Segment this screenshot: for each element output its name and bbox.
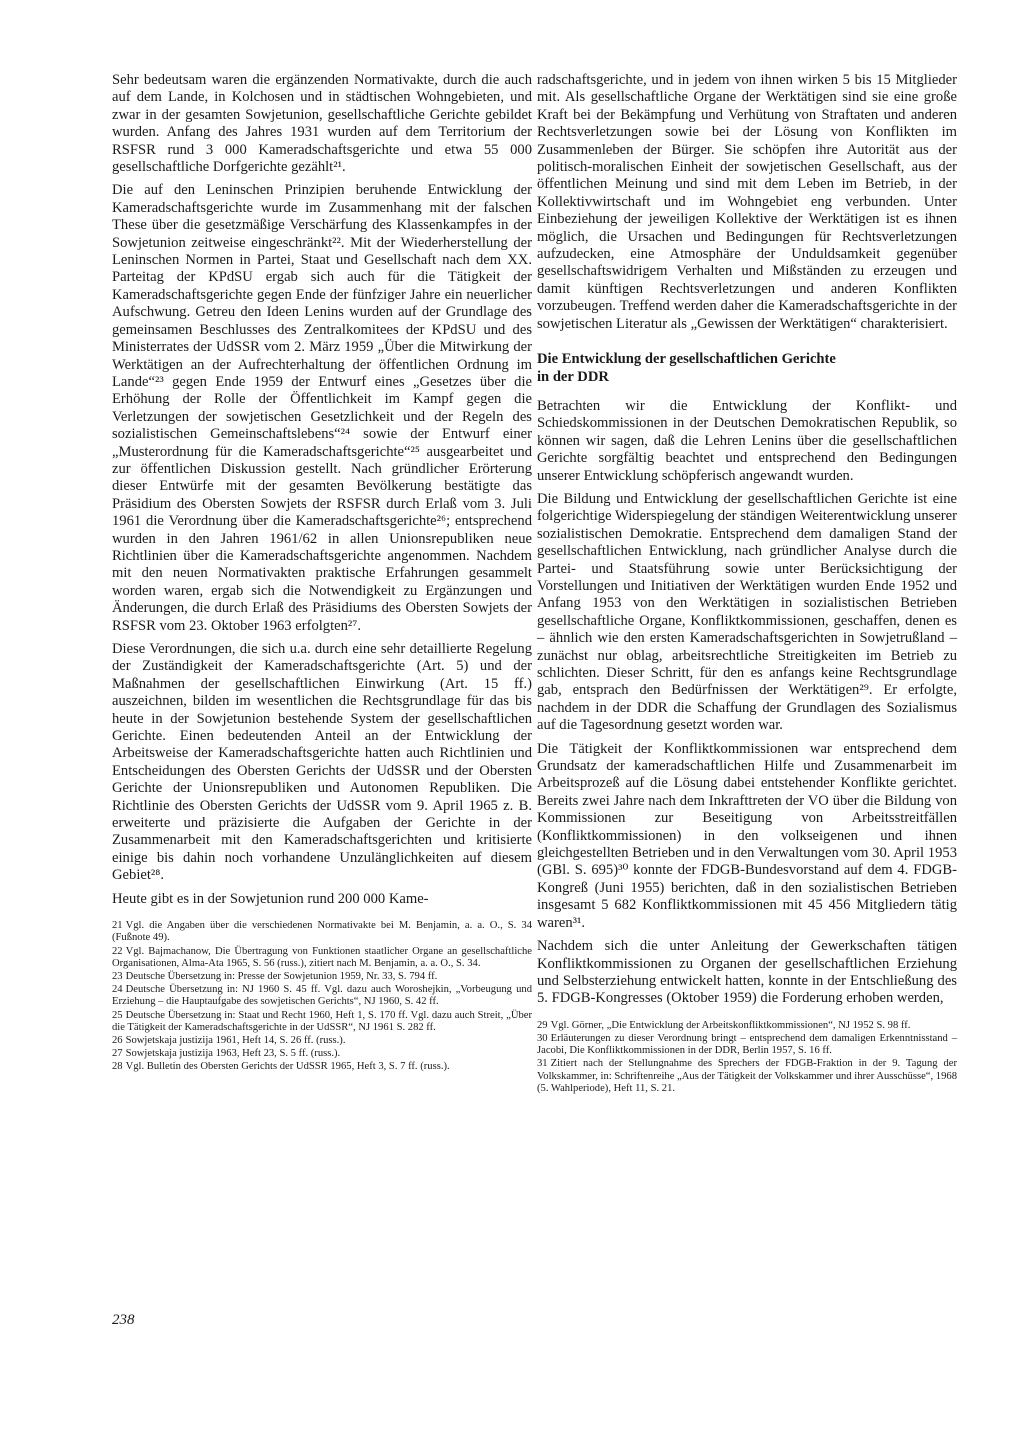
footnotes-left xyxy=(112,920,532,1073)
footnote-number: 28 xyxy=(112,1061,123,1073)
footnote-number: 24 xyxy=(112,984,123,996)
footnote xyxy=(112,971,532,983)
body-paragraph: Die auf den Leninschen Prinzipien beruhende Entwicklung der Kameradschaftsgerichte wurde im Zusammenhang mit der falschen These über die gesetzmäßige Verschärfung des Klassenkampfes in der Sowjetunion zeitweise eingeschränkt²². Mit der Wiederherstellung der Leninschen Normen in Partei, Staat und Gesellschaft nach dem XX. Parteitag der KPdSU ergab sich auch für die Tätigkeit der Kameradschaftsgerichte gegen Ende der fünfziger Jahre ein neuerlicher Aufschwung. Getreu den Ideen Lenins wurden auf der Grundlage des gemeinsamen Beschlusses des Zentralkomitees der KPdSU und des Ministerrates der UdSSR vom 2. März 1959 „Über die Mitwirkung der Werktätigen an der Aufrechterhaltung der öffentlichen Ordnung im Lande“²³ gegen Ende 1959 der Entwurf eines „Gesetzes über die Erhöhung der Rolle der Öffentlichkeit im Kampf gegen die Verletzungen der sowjetischen Gesetzlichkeit und der Regeln des sozialistischen Gemeinschaftslebens“²⁴ sowie der Entwurf einer „Musterordnung für die Kameradschaftsgerichte“²⁵ ausgearbeitet und zur öffentlichen Diskussion gestellt. Nach gründlicher Erörterung dieser Entwürfe mit der gesamten Bevölkerung bestätigte das Präsidium des Obersten Sowjets der RSFSR durch Erlaß vom 3. Juli 1961 die Verordnung über die Kameradschaftsgerichte²⁶; entsprechend wurden in den Jahren 1961/62 in allen Unionsrepubliken neue Richtlinien über die Kameradschaftsgerichte angenommen. Nachdem mit den neuen Normativakten praktische Erfahrungen gesammelt worden waren, ergab sich die Notwendigkeit zu Ergänzungen und Änderungen, die durch Erlaß des Präsidiums des Obersten Sowjets der RSFSR vom 23. Oktober 1963 erfolgten²⁷. xyxy=(112,182,532,634)
footnote-number: 21 xyxy=(112,920,123,932)
body-paragraph: Betrachten wir die Entwicklung der Konflikt- und Schiedskommissionen in der Deutschen Demokratischen Republik, so können wir sagen, daß die Lehren Lenins über die gesellschaftlichen Gerichte sorgfältig beachtet und entsprechend den Bedingungen unserer Entwicklung schöpferisch angewandt wurden. xyxy=(537,397,957,484)
body-paragraph: Heute gibt es in der Sowjetunion rund 200 000 Kame- xyxy=(112,890,429,907)
body-paragraph: Sehr bedeutsam waren die ergänzenden Normativakte, durch die auch auf dem Lande, in Kolchosen und in städtischen Wohngebieten, und zwar in der gesamten Sowjetunion, gesellschaftliche Gerichte gebildet wurden. Anfang des Jahres 1931 wurden auf dem Territorium der RSFSR rund 3 000 Kameradschaftsgerichte und etwa 55 000 gesellschaftliche Dorfgerichte gezählt²¹. xyxy=(112,72,532,176)
body-paragraph: Diese Verordnungen, die sich u.a. durch eine sehr detaillierte Regelung der Zuständigkeit der Kameradschaftsgerichte (Art. 5) und der Maßnahmen der gesellschaftlichen Einwirkung (Art. 15 ff.) auszeichnen, bilden im wesentlichen die Rechtsgrundlage für das bis heute in der Sowjetunion bestehende System der gesellschaftlichen Gerichte. Einen bedeutenden Anteil an der Entwicklung der Arbeitsweise der Kameradschaftsgerichte hatten auch Richtlinien und Entscheidungen des Obersten Gerichts der UdSSR und der Obersten Gerichte der Unionsrepubliken und Autonomen Republiken. Die Richtlinie des Obersten Gerichts der UdSSR vom 9. April 1965 z. B. erweiterte und präzisierte die Aufgaben der Gerichte in der Zusammenarbeit mit den Kameradschaftsgerichten und kritisierte einige bis dahin noch vorhandene Unzulänglichkeiten auf diesem Gebiet²⁸. xyxy=(112,641,532,884)
left-column xyxy=(112,72,532,1075)
page-number: 238 xyxy=(112,1312,135,1328)
footnote-number: 23 xyxy=(112,970,123,982)
footnote-text: Erläuterungen zu dieser Verordnung bringt – entsprechend dem damaligen Erkenntnisstand – Jacobi, Die Konfliktkommissionen in der DDR, Berlin 1957, S. 16 ff. xyxy=(537,1032,957,1057)
footnote xyxy=(112,1048,532,1060)
footnote xyxy=(112,1035,532,1047)
footnote-text: Vgl. Bajmachanow, Die Übertragung von Funktionen staatlicher Organe an gesellschaftliche Organisationen, Alma-Ata 1965, S. 56 (russ.), zitiert nach M. Benjamin, a. a. O., S. 34. xyxy=(112,945,532,969)
body-paragraph: Nachdem sich die unter Anleitung der Gewerkschaften tätigen Konfliktkommissionen zu Organen der gesellschaftlichen Erziehung und Selbsterziehung entwickelt hatten, konnte in der Entschließung des 5. FDGB-Kongresses (Oktober 1959) die Forderung erhoben werden, xyxy=(537,938,957,1007)
footnote xyxy=(112,984,532,1008)
footnote-number: 27 xyxy=(112,1048,123,1060)
body-paragraph: radschaftsgerichte, und in jedem von ihnen wirken 5 bis 15 Mitglieder mit. Als gesellschaftliche Organe der Werktätigen sind sie eine große Kraft bei der Bekämpfung und Verhütung von Straftaten und anderen Rechtsverletzungen sowie bei der Lösung von Konflikten im Zusammenleben der Bürger. Sie schöpfen ihre Autorität aus der politisch-moralischen Einheit der sowjetischen Gesellschaft, aus der öffentlichen Meinung und sind mit dem Leben im Betrieb, in der Kollektivwirtschaft und im Wohngebiet eng verbunden. Unter Einbeziehung der jeweiligen Kollektive der Werktätigen ist es ihnen möglich, die Ursachen und Bedingungen für Rechtsverletzungen aufzudecken, eine Atmosphäre der Unduldsamkeit gegenüber gesellschaftswidrigem Verhalten und Mißständen zu erzeugen und damit künftigen Rechtsverletzungen und anderen Konflikten vorzubeugen. Treffend werden daher die Kameradschaftsgerichte in der sowjetischen Literatur als „Gewissen der Werktätigen“ charakterisiert. xyxy=(537,72,957,332)
footnote xyxy=(112,920,532,944)
footnote-number: 26 xyxy=(112,1034,123,1046)
footnote-text: Deutsche Übersetzung in: Staat und Recht 1960, Heft 1, S. 170 ff. Vgl. dazu auch Streit, „Über die Tätigkeit der Kameradschaftsgerichte in der UdSSR“, NJ 1961 S. 282 ff. xyxy=(112,1009,532,1033)
footnote-text: Vgl. Görner, „Die Entwicklung der Arbeitskonfliktkommissionen“, NJ 1952 S. 98 ff. xyxy=(550,1019,911,1031)
footnote-text: Deutsche Übersetzung in: NJ 1960 S. 45 ff. Vgl. dazu auch Woroshejkin, „Vorbeugung und Erziehung – die Hauptaufgabe des sowjetischen Gerichts“, NJ 1960, S. 42 ff. xyxy=(112,984,532,1008)
section-heading-line: in der DDR xyxy=(537,368,609,385)
right-column xyxy=(537,72,957,1096)
footnote-text: Sowjetskaja justizija 1963, Heft 23, S. 5 ff. (russ.). xyxy=(125,1048,341,1060)
footnote-text: Deutsche Übersetzung in: Presse der Sowjetunion 1959, Nr. 33, S. 794 ff. xyxy=(125,970,438,982)
body-paragraph: Die Bildung und Entwicklung der gesellschaftlichen Gerichte ist eine folgerichtige Widerspiegelung der ständigen Weiterentwicklung unserer sozialistischen Demokratie. Entsprechend dem damaligen Stand der gesellschaftlichen Entwicklung, nach gründlicher Analyse durch die Partei- und Staatsführung sowie unter Berücksichtigung der Vorstellungen und Initiativen der Werktätigen wurden Ende 1952 und Anfang 1953 von den Werktätigen in sozialistischen Betrieben gesellschaftliche Organe, Konfliktkommissionen, geschaffen, denen es – ähnlich wie den ersten Kameradschaftsgerichten in Sowjetrußland – zunächst nur oblag, arbeitsrechtliche Streitigkeiten im Betrieb zu schlichten. Dieser Schritt, für den es anfangs keine Rechtsgrundlage gab, entsprach den Bedürfnissen der Werktätigen²⁹. Er erfolgte, nachdem in der DDR die Schaffung der Grundlagen des Sozialismus auf die Tagesordnung gesetzt worden war. xyxy=(537,490,957,734)
footnote-text: Zitiert nach der Stellungnahme des Sprechers der FDGB-Fraktion in der 9. Tagung der Volkskammer, in: Schriftenreihe „Aus der Tätigkeit der Volkskammer und ihrer Ausschüsse“, 1968 (5. Wahlperiode), Heft 11, S. 21. xyxy=(537,1058,957,1094)
footnote-text: Vgl. Bulletin des Obersten Gerichts der UdSSR 1965, Heft 3, S. 7 ff. (russ.). xyxy=(125,1061,450,1073)
section-heading xyxy=(537,351,957,386)
footnote-number: 29 xyxy=(537,1019,548,1031)
footnote-number: 25 xyxy=(112,1009,123,1021)
footnote-number: 30 xyxy=(537,1032,548,1044)
body-paragraph: Die Tätigkeit der Konfliktkommissionen war entsprechend dem Grundsatz der kameradschaftlichen Hilfe und Zusammenarbeit im Arbeitsprozeß auf die Lösung dabei entstehender Konflikte gerichtet. Bereits zwei Jahre nach dem Inkrafttreten der VO über die Bildung von Kommissionen zur Beseitigung von Arbeitsstreitfällen (Konfliktkommissionen) in den volkseigenen und ihnen gleichgestellten Betrieben und in den Verwaltungen vom 30. April 1953 (GBl. S. 695)³⁰ konnte der FDGB-Bundesvorstand auf dem 4. FDGB-Kongreß (Juni 1955) berichten, daß in den sozialistischen Betrieben insgesamt 5 682 Konfliktkommissionen mit 45 456 Mitgliedern tätig waren³¹. xyxy=(537,740,957,931)
footnote xyxy=(537,1020,957,1032)
footnote xyxy=(112,1010,532,1034)
footnote-number: 31 xyxy=(537,1058,548,1070)
footnote-number: 22 xyxy=(112,945,123,957)
footnotes-right xyxy=(537,1020,957,1095)
footnote xyxy=(112,1061,532,1073)
footnote-text: Vgl. die Angaben über die verschiedenen Normativakte bei M. Benjamin, a. a. O., S. 34 (Fußnote 49). xyxy=(112,920,532,944)
footnote-text: Sowjetskaja justizija 1961, Heft 14, S. 26 ff. (russ.). xyxy=(125,1034,346,1046)
footnote xyxy=(112,946,532,970)
footnote xyxy=(537,1058,957,1095)
footnote xyxy=(537,1033,957,1057)
section-heading-line: Die Entwicklung der gesellschaftlichen Gerichte xyxy=(537,351,836,368)
